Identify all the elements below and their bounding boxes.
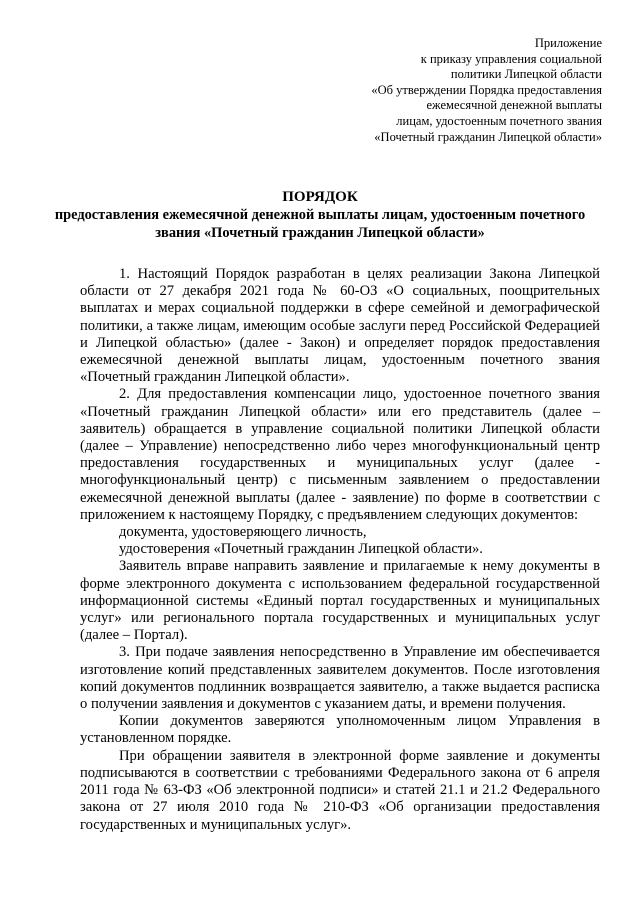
paragraph: документа, удостоверяющего личность,	[119, 524, 367, 541]
appendix-header	[302, 36, 602, 145]
paragraph: При обращении заявителя в электронной форме заявление и документы подписываются в соответствии с требованиями Федерального закона от 6 апреля 2011 года № 63-ФЗ «Об электронной подписи» и статей 21.1 и 21.2 Федерального закона от 27 июля 2010 года № 210-ФЗ «Об организации предоставления государственных и муниципальных услуг».	[80, 747, 600, 833]
paragraph: удостоверения «Почетный гражданин Липецкой области».	[119, 541, 483, 558]
appendix-line: «Почетный гражданин Липецкой области»	[374, 129, 602, 144]
title-subtitle: предоставления ежемесячной денежной выплаты лицам, удостоенным почетного звания «Почетный гражданин Липецкой области»	[54, 207, 586, 241]
document-title	[40, 188, 600, 242]
appendix-line: Приложение	[534, 36, 602, 50]
document-body	[80, 266, 600, 834]
appendix-line: к приказу управления социальной	[420, 51, 602, 66]
paragraph: Заявитель вправе направить заявление и прилагаемые к нему документы в форме электронного документа с использованием федеральной государственной информационной системы «Единый портал государственных и муниципальных услуг» или регионального портала государственных и муниципальных услуг (далее – Портал).	[80, 558, 600, 644]
paragraph: 1. Настоящий Порядок разработан в целях реализации Закона Липецкой области от 27 декабря 2021 года № 60-ОЗ «О социальных, поощрительных выплатах и мерах социальной поддержки в сфере семейной и демографической политики, а также лицам, имеющим особые заслуги перед Российской Федерацией и Липецкой областью» (далее - Закон) и определяет порядок предоставления ежемесячной денежной выплаты лицам, удостоенным почетного звания «Почетный гражданин Липецкой области».	[80, 266, 600, 386]
paragraph: 3. При подаче заявления непосредственно в Управление им обеспечивается изготовление копий представленных заявителем документов. После изготовления копий документов подлинник возвращается заявителю, а также выдается расписка о получении заявления и документов с указанием даты, и времени получения.	[80, 644, 600, 713]
title-main: ПОРЯДОК	[282, 189, 358, 205]
appendix-line: ежемесячной денежной выплаты	[426, 98, 602, 113]
appendix-line: «Об утверждении Порядка предоставления	[371, 82, 602, 97]
appendix-line: политики Липецкой области	[450, 67, 602, 82]
paragraph: Копии документов заверяются уполномоченным лицом Управления в установленном порядке.	[80, 713, 600, 747]
paragraph: 2. Для предоставления компенсации лицо, удостоенное почетного звания «Почетный гражданин Липецкой области» или его представитель (далее – заявитель) обращается в управление социальной политики Липецкой области (далее – Управление) непосредственно либо через многофункциональный центр предоставления государственных и муниципальных услуг (далее - многофункциональный центр) с письменным заявлением о предоставлении ежемесячной денежной выплаты (далее - заявление) по форме в соответствии с приложением к настоящему Порядку, с предъявлением следующих документов:	[80, 386, 600, 523]
appendix-line: лицам, удостоенным почетного звания	[396, 113, 602, 128]
